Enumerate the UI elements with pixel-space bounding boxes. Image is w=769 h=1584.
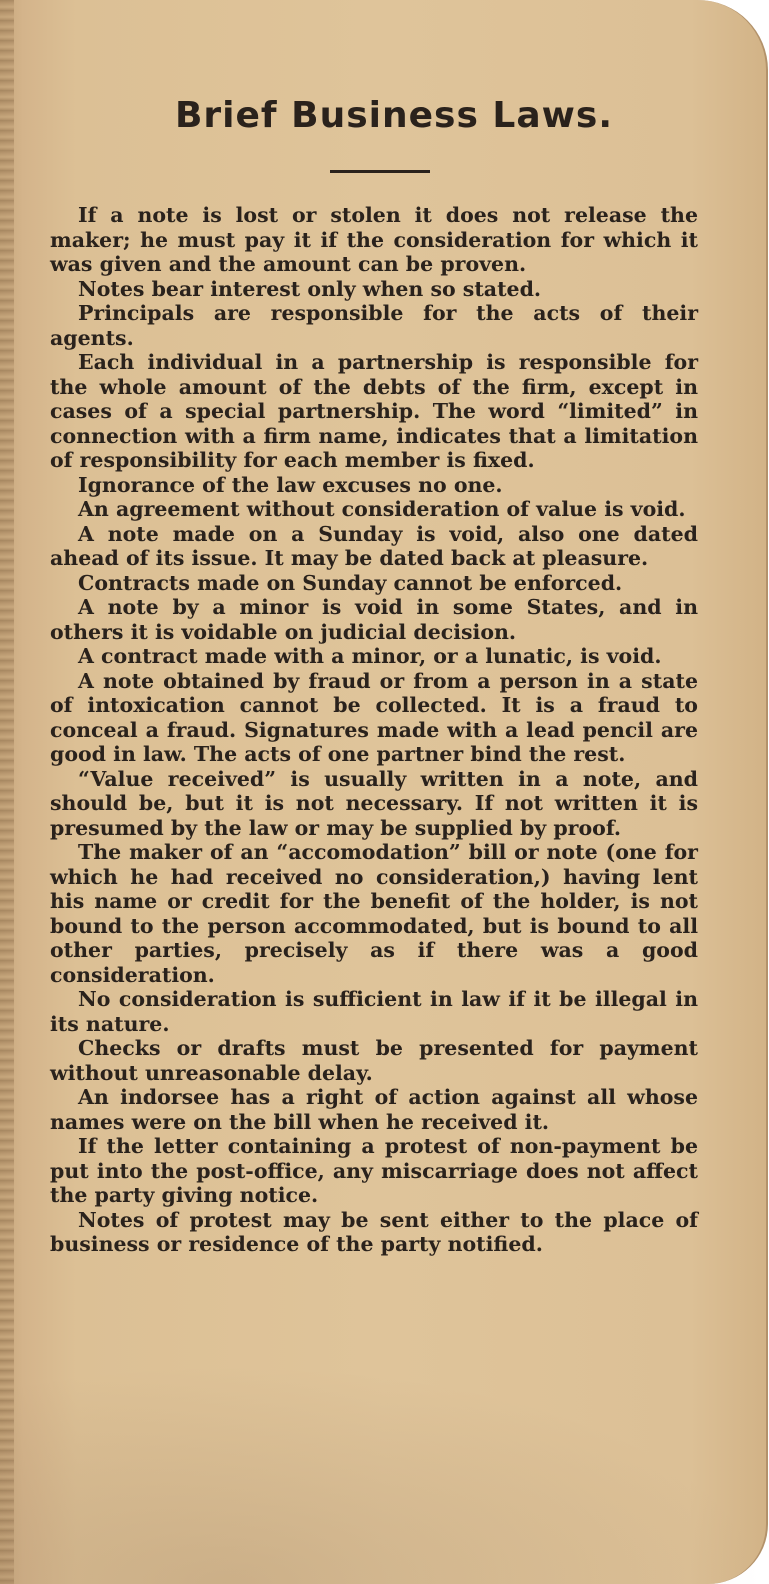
law-item: Principals are responsible for the acts of their agents. [50,301,698,350]
law-item: A note made on a Sunday is void, also one dated ahead of its issue. It may be dated back at pleasure. [50,521,698,570]
binding-edge [0,0,14,1584]
law-item: Notes bear interest only when so stated. [78,276,542,301]
page-content [50,86,698,1257]
law-item: A note by a minor is void in some States, and in others it is voidable on judicial decision. [50,595,698,644]
law-item: Each individual in a partnership is responsible for the whole amount of the debts of the firm, except in cases of a special partnership. The word “limited” in connection with a firm name, indicates that a limitation of responsibility for each member is fixed. [50,350,698,472]
laws-list [50,203,698,1257]
law-item: Ignorance of the law excuses no one. [78,472,503,497]
title-divider [330,170,430,173]
law-item: The maker of an “accomodation” bill or note (one for which he had received no consideration,) having lent his name or credit for the benefit of the holder, is not bound to the person accommodated, but is bound to all other parties, precisely as if there was a good consideration. [50,840,698,987]
law-item: Notes of protest may be sent either to the place of business or residence of the party notified. [50,1207,698,1256]
page-stain [0,1364,766,1584]
law-item: “Value received” is usually written in a note, and should be, but it is not necessary. If not written it is presumed by the law or may be supplied by proof. [50,766,698,840]
page-title: Brief Business Laws. [174,95,613,136]
law-item: Checks or drafts must be presented for payment without unreasonable delay. [50,1036,698,1085]
law-item: A contract made with a minor, or a lunatic, is void. [78,644,662,668]
law-item: An agreement without consideration of value is void. [78,497,686,521]
law-item: An indorsee has a right of action against all whose names were on the bill when he received it. [50,1085,698,1134]
law-item: A note obtained by fraud or from a person in a state of intoxication cannot be collected. It is a fraud to conceal a fraud. Signatures made with a lead pencil are good in law. The acts of one partner bind the rest. [50,668,698,766]
law-item: Contracts made on Sunday cannot be enforced. [78,570,623,595]
law-item: If the letter containing a protest of non-payment be put into the post-office, any miscarriage does not affect the party giving notice. [50,1134,698,1207]
law-item: If a note is lost or stolen it does not release the maker; he must pay it if the consideration for which it was given and the amount can be proven. [50,203,698,276]
law-item: No consideration is sufficient in law if it be illegal in its nature. [50,987,698,1036]
